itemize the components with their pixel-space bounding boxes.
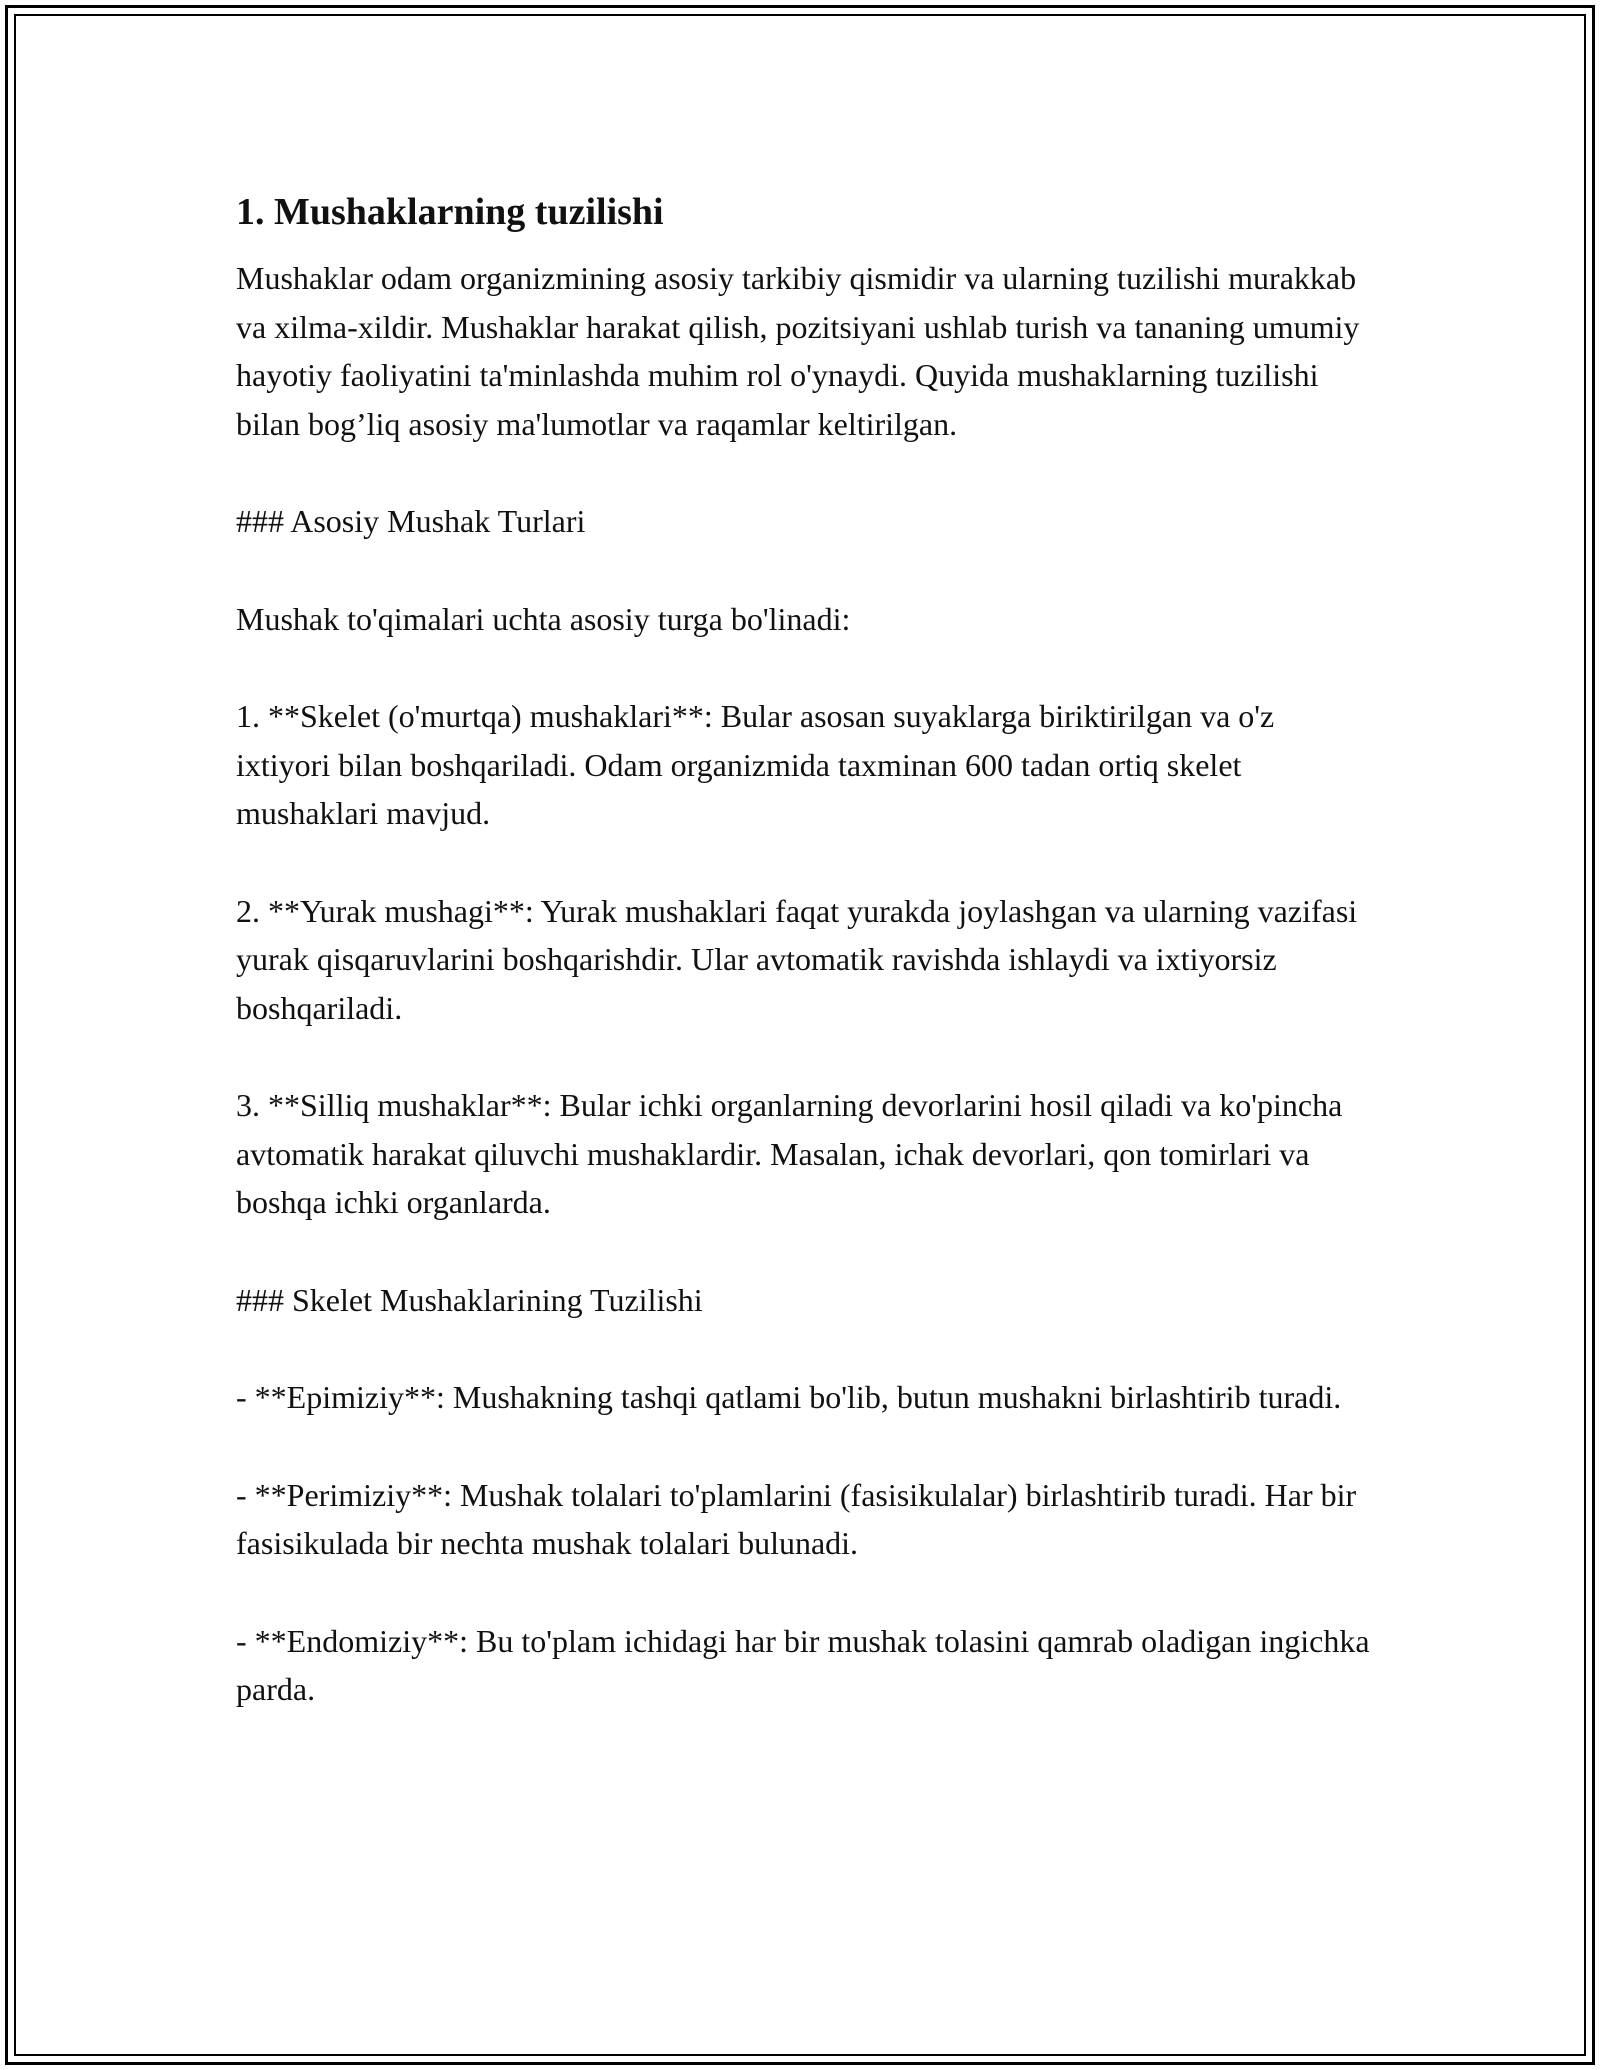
list-item-perimysium: - **Perimiziy**: Mushak tolalari to'plamlarini (fasisikulalar) birlashtirib turadi. Har bir fasisikulada bir nechta mushak tolalari bulunadi. bbox=[236, 1476, 1357, 1561]
document-title: 1. Mushaklarning tuzilishi bbox=[236, 191, 664, 233]
intro-paragraph: Mushaklar odam organizmining asosiy tarkibiy qismidir va ularning tuzilishi murakkab va xilma-xildir. Mushaklar harakat qilish, pozitsiyani ushlab turish va tananing umumiy hayotiy faoliyatini ta'minlashda muhim rol o'ynaydi. Quyida mushaklarning tuzilishi bilan bog’liq asosiy ma'lumotlar va raqamlar keltirilgan. bbox=[236, 260, 1360, 442]
list-item-cardiac: 2. **Yurak mushagi**: Yurak mushaklari faqat yurakda joylashgan va ularning vazifasi yurak qisqaruvlarini boshqarishdir. Ular avtomatik ravishda ishlaydi va ixtiyorsiz boshqariladi. bbox=[236, 892, 1358, 1026]
list-item-smooth: 3. **Silliq mushaklar**: Bular ichki organlarning devorlarini hosil qiladi va ko'pincha avtomatik harakat qiluvchi mushaklardir. Masalan, ichak devorlari, qon tomirlari va boshqa ichki organlarda. bbox=[236, 1087, 1343, 1220]
list-item-skeletal: 1. **Skelet (o'murtqa) mushaklari**: Bular asosan suyaklarga biriktirilgan va o'z ixtiyori bilan boshqariladi. Odam organizmida taxminan 600 tadan ortiq skelet mushaklari mavjud. bbox=[236, 698, 1275, 831]
list-item-epimysium: - **Epimiziy**: Mushakning tashqi qatlami bo'lib, butun mushakni birlashtirib turadi. bbox=[236, 1379, 1342, 1415]
list-item-endomysium: - **Endomiziy**: Bu to'plam ichidagi har bir mushak tolasini qamrab oladigan ingichka parda. bbox=[236, 1622, 1370, 1707]
section-heading-skeletal-structure: ### Skelet Mushaklarining Tuzilishi bbox=[236, 1281, 703, 1318]
muscle-types-intro: Mushak to'qimalari uchta asosiy turga bo'linadi: bbox=[236, 600, 851, 637]
document-body bbox=[236, 188, 1376, 1763]
section-heading-muscle-types: ### Asosiy Mushak Turlari bbox=[236, 503, 586, 539]
